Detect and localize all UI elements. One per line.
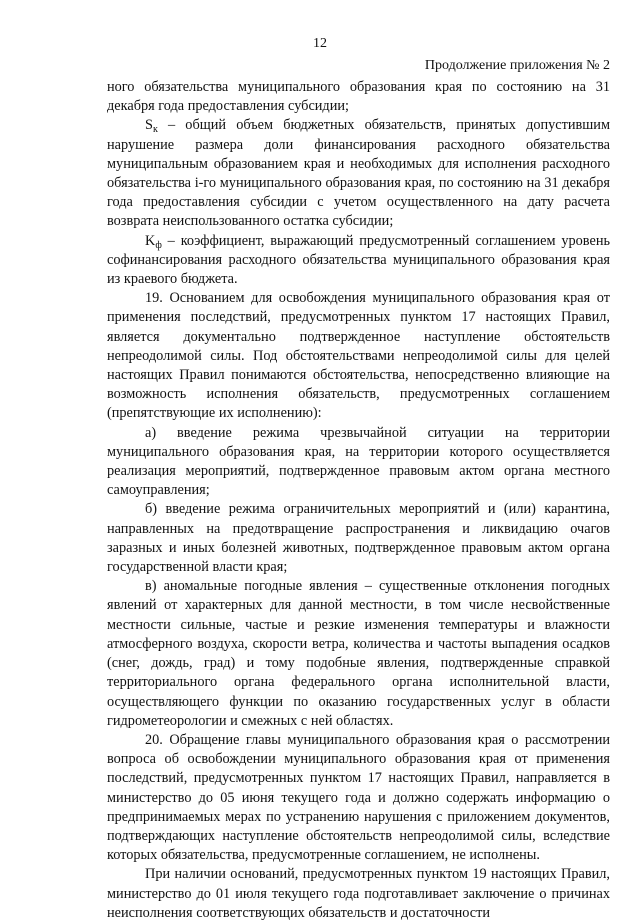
paragraph-20: 20. Обращение главы муниципального образования края о рассмотрении вопроса об освобождении муниципального образования края от применения последствий, предусмотренных пунктом 17 настоящих Правил, направляется в министерство до 05 июня текущего года и должно содержать информацию о предпринимаемых мерах по устранению нарушения с приложением документов, подтверждающих наступление обстоятельств непреодолимой силы, вследствие которых обязательства, предусмотренные соглашением, не исполнены. [107, 731, 610, 864]
variable-definition: – коэффициент, выражающий предусмотренный соглашением уровень софинансирования расходного обязательства муниципального образования края из краевого бюджета. [107, 232, 610, 288]
variable-symbol: S [145, 117, 153, 134]
variable-symbol: K [145, 232, 156, 249]
variable-definition: – общий объем бюджетных обязательств, принятых допустившим нарушение размера доли финансирования расходного обязательства муниципальным образованием края и необходимых для исполнения расходного обязательства i-го муниципального образования края, по состоянию на 31 декабря года предоставления субсидии с учетом осуществленного на дату расчета возврата неиспользованного остатка субсидии; [107, 117, 610, 230]
subitem-b: б) введение режима ограничительных мероприятий и (или) карантина, направленных на предотвращение распространения и ликвидацию очагов заразных и иных болезней животных, подтвержденное правовым актом органа государственной власти края; [107, 501, 610, 576]
variable-subscript: ф [155, 239, 162, 251]
paragraph-continuation: ного обязательства муниципального образования края по состоянию на 31 декабря года предоставления субсидии; [107, 79, 610, 115]
subitem-a: а) введение режима чрезвычайной ситуации на территории муниципального образования края, на территории которого осуществляется реализация мероприятий, подтвержденное правовым актом органа местного самоуправления; [107, 424, 610, 499]
subitem-v: в) аномальные погодные явления – существенные отклонения погодных явлений от характерных для данной местности, в том числе несвойственные местности сильные, частые и резкие изменения температуры и влажности атмосферного воздуха, скорости ветра, количества и частоты выпадения осадков (снег, дождь, град) и тому подобные явления, подтвержденные справкой территориального органа федерального органа исполнительной власти, осуществляющего функции по оказанию государственных услуг в области гидрометеорологии и смежных с ней областях. [107, 578, 610, 729]
page-number: 12 [313, 36, 327, 51]
document-body [107, 78, 610, 923]
variable-subscript: к [152, 124, 158, 136]
paragraph-19: 19. Основанием для освобождения муниципального образования края от применения последствий, предусмотренных пунктом 17 настоящих Правил, является документально подтвержденное наступление обстоятельств непреодолимой силы. Под обстоятельствами непреодолимой силы для целей настоящих Правил понимаются обстоятельства, непосредственно влияющие на возможность исполнения обязательств, предусмотренных соглашением (препятствующие их исполнению): [107, 290, 610, 422]
paragraph-variable-kf [107, 232, 610, 290]
appendix-continuation-note: Продолжение приложения № 2 [424, 58, 610, 73]
paragraph-variable-sk [107, 116, 610, 231]
paragraph-conclusion: При наличии оснований, предусмотренных пунктом 19 настоящих Правил, министерство до 01 июля текущего года подготавливает заключение о причинах неисполнения соответствующих обязательств и достаточности [107, 866, 610, 921]
